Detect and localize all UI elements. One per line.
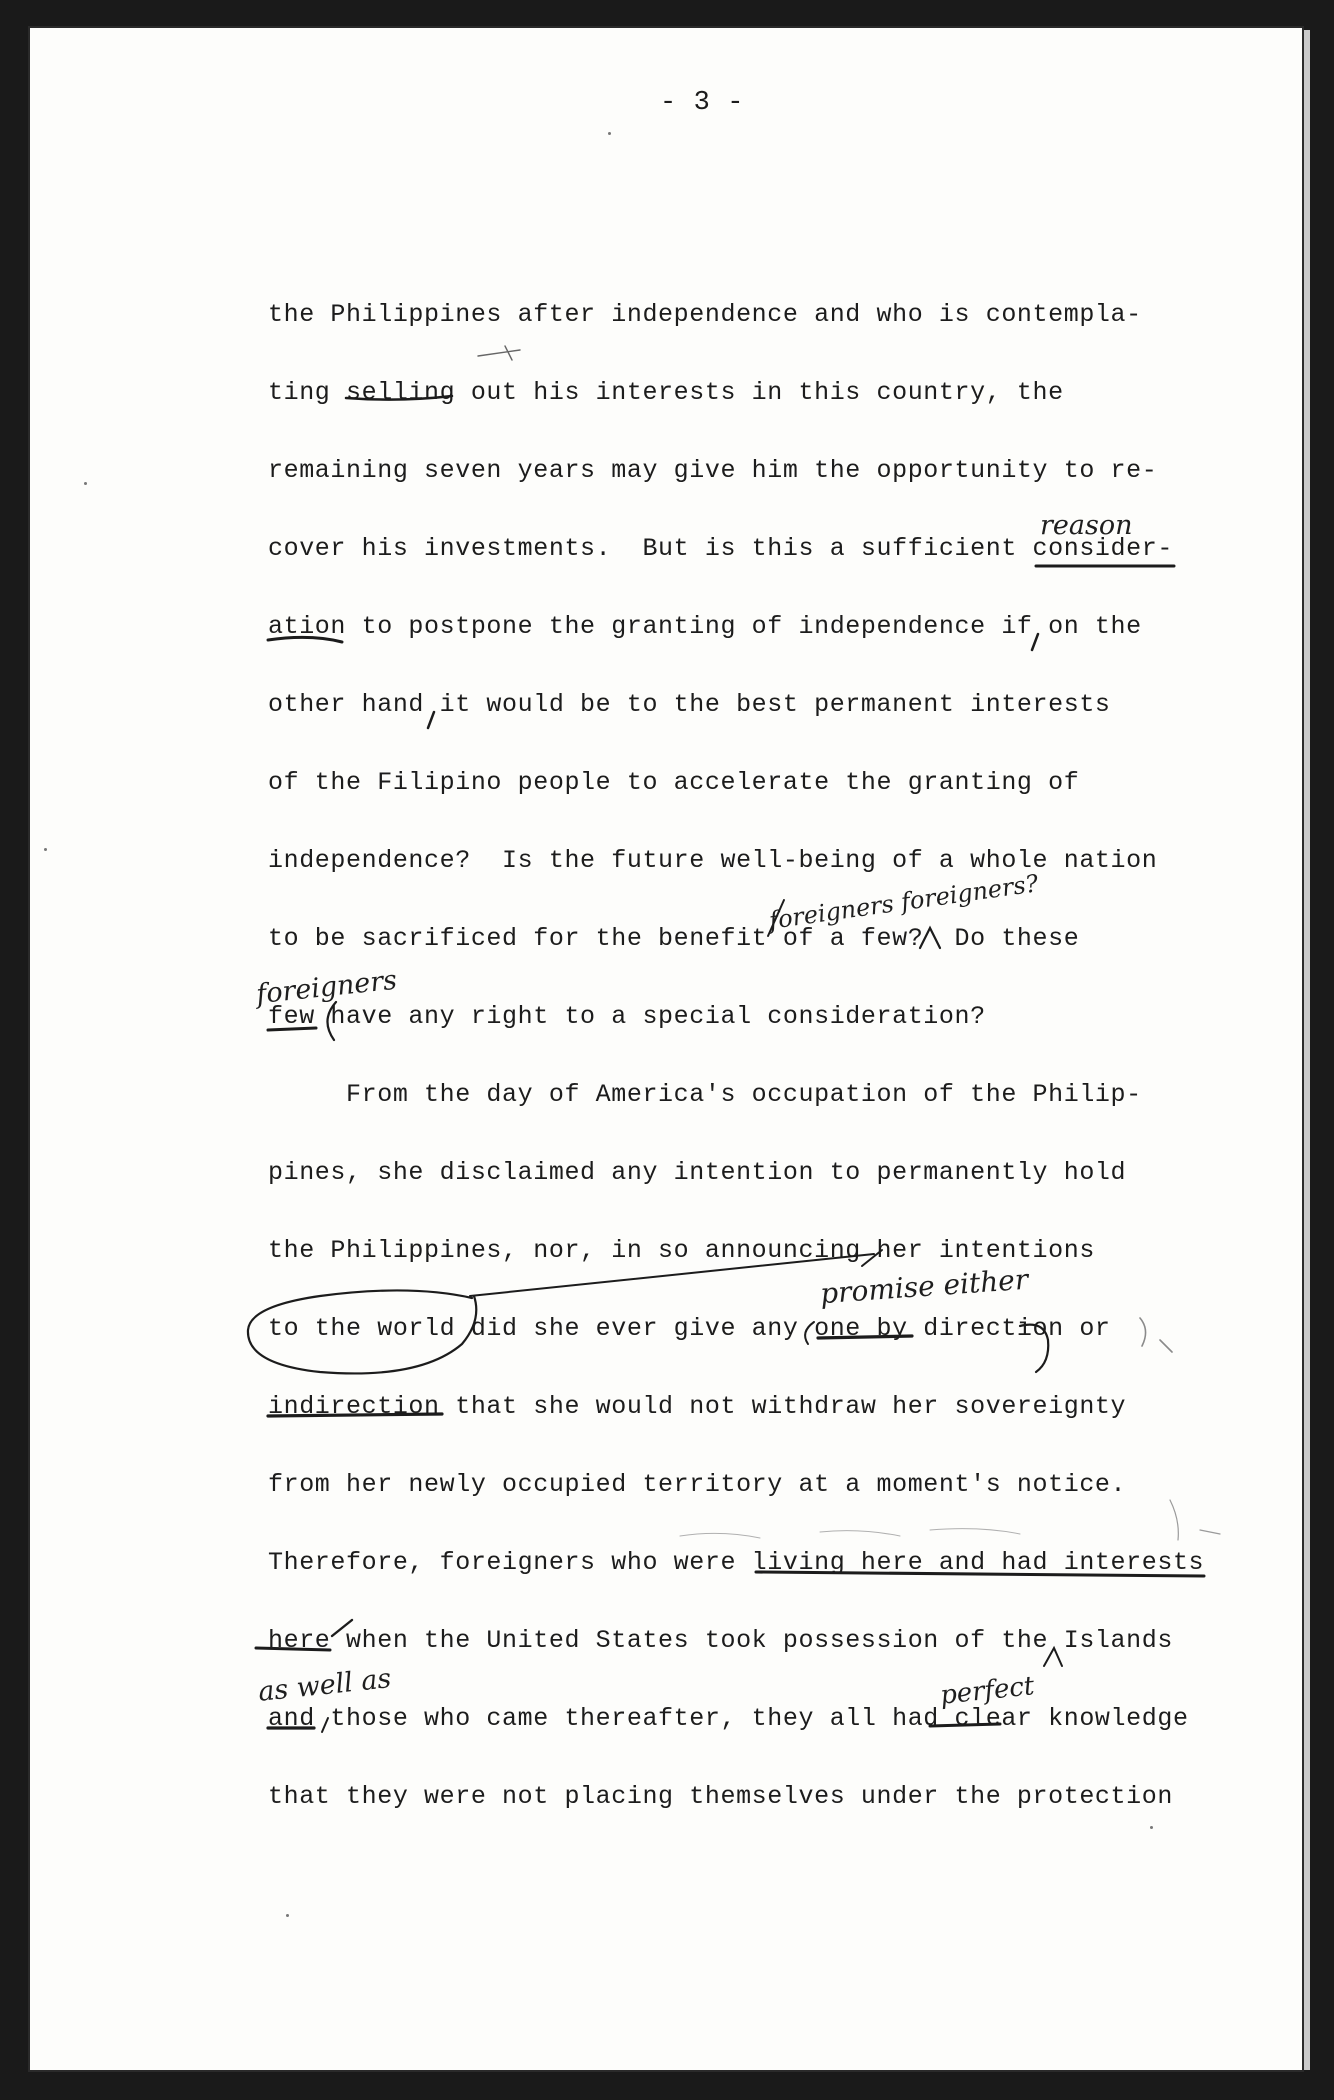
text-line: to be sacrificed for the benefit of a few? Do these	[268, 924, 1080, 953]
text-line: from her newly occupied territory at a moment's notice.	[268, 1470, 1127, 1499]
text-line: ation to postpone the granting of independence if on the	[268, 612, 1142, 641]
handwritten-perfect: perfect	[938, 1671, 1036, 1711]
speck	[608, 132, 611, 135]
handwritten-as-well-as: as well as	[256, 1663, 393, 1708]
text-line: remaining seven years may give him the opportunity to re-	[268, 456, 1158, 485]
text-line: indirection that she would not withdraw her sovereignty	[268, 1392, 1127, 1421]
text-line: few have any right to a special consideration?	[268, 1002, 986, 1031]
text-line: cover his investments. But is this a sufficient consider-	[268, 534, 1173, 563]
text-line: here when the United States took possession of the Islands	[268, 1626, 1173, 1655]
text-line: pines, she disclaimed any intention to permanently hold	[268, 1158, 1127, 1187]
text-line: of the Filipino people to accelerate the granting of	[268, 768, 1080, 797]
text-line: to the world did she ever give any one by direction or	[268, 1314, 1111, 1343]
handwritten-reason: reason	[1040, 510, 1133, 541]
speck	[84, 482, 87, 485]
document-page	[28, 26, 1304, 2072]
handwritten-promise-either: promise either	[819, 1262, 1030, 1311]
text-line: Therefore, foreigners who were living here and had interests	[268, 1548, 1205, 1577]
text-line: other hand it would be to the best permanent interests	[268, 690, 1111, 719]
text-line: and those who came thereafter, they all had clear knowledge	[268, 1704, 1189, 1733]
text-line: the Philippines after independence and who is contempla-	[268, 300, 1142, 329]
text-line: ting selling out his interests in this country, the	[268, 378, 1064, 407]
handwritten-foreigners-left: foreigners	[254, 964, 399, 1011]
text-line: that they were not placing themselves under the protection	[268, 1782, 1173, 1811]
text-line: From the day of America's occupation of the Philip-	[268, 1080, 1142, 1109]
speck	[44, 848, 47, 851]
handwritten-foreigners-top: foreigners foreigners?	[767, 869, 1041, 935]
text-line: independence? Is the future well-being of a whole nation	[268, 846, 1158, 875]
speck	[1150, 1826, 1153, 1829]
page-edge	[1304, 30, 1310, 2070]
speck	[286, 1914, 289, 1917]
text-line: the Philippines, nor, in so announcing her intentions	[268, 1236, 1095, 1265]
page-number: - 3 -	[660, 88, 745, 118]
